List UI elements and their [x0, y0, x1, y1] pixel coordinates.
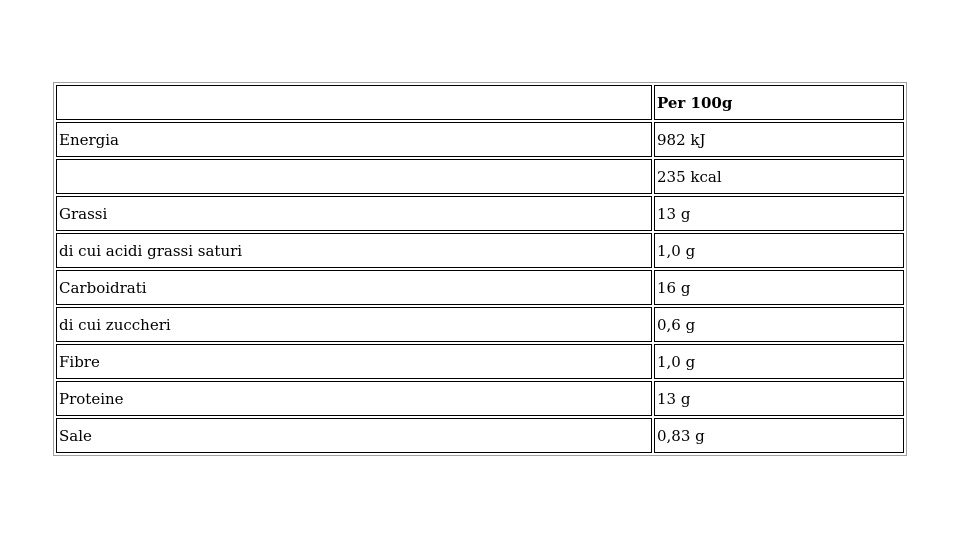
row-value-cell: 13 g	[654, 381, 904, 416]
table-row	[56, 418, 904, 453]
row-label-cell: Carboidrati	[56, 270, 652, 305]
table-row	[56, 122, 904, 157]
table-row	[56, 344, 904, 379]
row-value-cell: 235 kcal	[654, 159, 904, 194]
table-row	[56, 159, 904, 194]
row-label-cell	[56, 159, 652, 194]
table-row	[56, 196, 904, 231]
row-label-cell: Proteine	[56, 381, 652, 416]
row-label-cell: Energia	[56, 122, 652, 157]
row-value-cell: 1,0 g	[654, 344, 904, 379]
row-value-cell: 1,0 g	[654, 233, 904, 268]
row-label-cell: Sale	[56, 418, 652, 453]
table-row	[56, 270, 904, 305]
header-label-cell	[56, 85, 652, 120]
row-label-cell: Grassi	[56, 196, 652, 231]
header-value-cell: Per 100g	[654, 85, 904, 120]
table-row	[56, 381, 904, 416]
row-value-cell: 0,6 g	[654, 307, 904, 342]
row-value-cell: 982 kJ	[654, 122, 904, 157]
row-value-cell: 0,83 g	[654, 418, 904, 453]
row-label-cell: di cui acidi grassi saturi	[56, 233, 652, 268]
nutrition-table	[53, 82, 907, 456]
row-label-cell: di cui zuccheri	[56, 307, 652, 342]
row-value-cell: 13 g	[654, 196, 904, 231]
table-row	[56, 307, 904, 342]
table-row	[56, 233, 904, 268]
row-value-cell: 16 g	[654, 270, 904, 305]
table-header-row	[56, 85, 904, 120]
row-label-cell: Fibre	[56, 344, 652, 379]
